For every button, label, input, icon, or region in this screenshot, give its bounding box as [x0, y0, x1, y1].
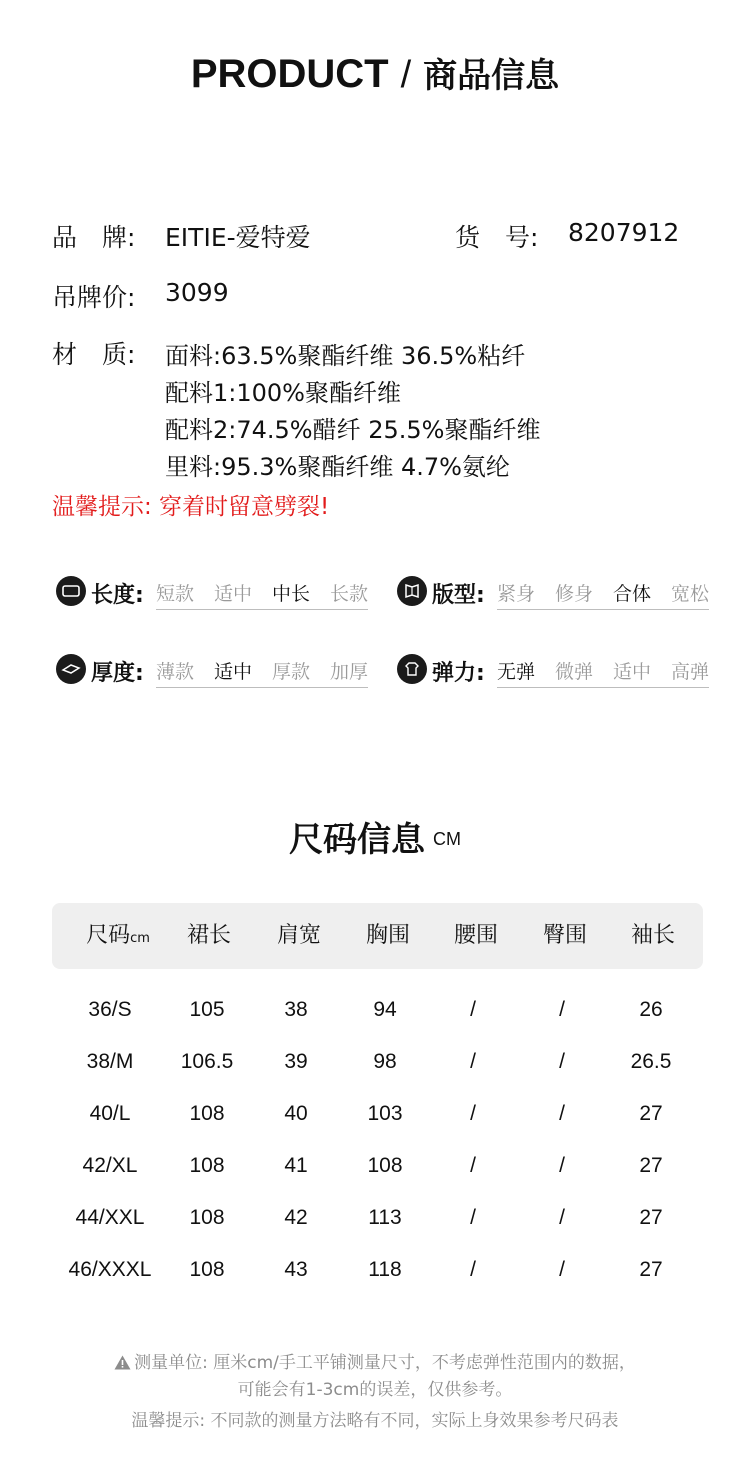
length-icon [56, 576, 86, 606]
warning-text: 温馨提示: 穿着时留意劈裂! [52, 494, 330, 520]
fit-option: 宽松 [671, 583, 710, 605]
table-row-size: 38/M [86, 1050, 134, 1073]
title-slash: / [400, 54, 412, 96]
elasticity-options [497, 657, 709, 688]
length-label: 长度: [91, 583, 144, 608]
warning-triangle-icon [114, 1355, 131, 1375]
table-cell: 26 [639, 998, 663, 1021]
elasticity-label: 弹力: [432, 661, 485, 686]
table-cell: 118 [368, 1258, 402, 1281]
table-header-cell: 腰围 [453, 923, 498, 948]
table-header-cell: 肩宽 [276, 923, 321, 948]
elasticity-option: 高弹 [671, 661, 710, 683]
fit-option: 紧身 [497, 583, 536, 605]
table-header-cell: 裙长 [186, 923, 231, 948]
table-cell: 26.5 [630, 1050, 672, 1073]
price-label: 吊牌价: [52, 283, 136, 312]
table-cell: 42 [284, 1206, 308, 1229]
table-cell: 27 [639, 1258, 663, 1281]
material-line: 配料2:74.5%醋纤 25.5%聚酯纤维 [165, 416, 541, 444]
brand-label: 品 牌: [52, 223, 136, 252]
elasticity-option: 适中 [613, 661, 652, 683]
size-title-text: 尺码信息 [289, 820, 425, 860]
table-cell: 98 [373, 1050, 397, 1073]
table-cell: / [470, 1258, 476, 1281]
table-row-size: 42/XL [82, 1154, 138, 1177]
table-header-cell: 袖长 [630, 923, 675, 948]
table-cell: / [470, 1206, 476, 1229]
thickness-options [156, 657, 368, 688]
table-row-size: 44/XXL [75, 1206, 145, 1229]
page-title [0, 48, 750, 97]
table-row-size: 46/XXXL [68, 1258, 152, 1281]
table-cell: 39 [284, 1050, 308, 1073]
note-text-1: 测量单位: 厘米cm/手工平铺测量尺寸，不考虑弹性范围内的数据， [134, 1353, 636, 1373]
table-cell: 113 [368, 1206, 402, 1229]
table-cell: / [470, 1050, 476, 1073]
elasticity-option: 微弹 [555, 661, 594, 683]
table-cell: 40 [284, 1102, 308, 1125]
table-cell: 108 [189, 1258, 225, 1281]
material-label: 材 质: [52, 340, 136, 369]
thickness-option: 厚款 [272, 661, 311, 683]
length-option-selected: 中长 [272, 583, 311, 605]
fit-label: 版型: [432, 583, 485, 608]
note-line-1 [0, 1348, 750, 1375]
table-header-cell: 尺码cm [86, 923, 150, 948]
table-cell: / [559, 1154, 565, 1177]
elasticity-option-selected: 无弹 [497, 661, 536, 683]
table-cell: 105 [189, 998, 225, 1021]
table-cell: 106.5 [180, 1050, 234, 1073]
title-zh: 商品信息 [423, 56, 560, 96]
sku-value: 8207912 [568, 218, 680, 247]
fit-options [497, 579, 709, 610]
table-cell: 27 [639, 1154, 663, 1177]
table-cell: / [559, 998, 565, 1021]
table-row-size: 40/L [89, 1102, 131, 1125]
thickness-option: 薄款 [156, 661, 195, 683]
fit-option-selected: 合体 [613, 583, 652, 605]
table-cell: / [559, 1050, 565, 1073]
table-row-size: 36/S [88, 998, 132, 1021]
table-cell: / [470, 1102, 476, 1125]
material-line: 里料:95.3%聚酯纤维 4.7%氨纶 [165, 453, 510, 481]
table-cell: 108 [189, 1154, 225, 1177]
material-line: 配料1:100%聚酯纤维 [165, 379, 401, 407]
table-cell: 108 [189, 1102, 225, 1125]
material-line: 面料:63.5%聚酯纤维 36.5%粘纤 [165, 342, 526, 370]
table-cell: 27 [639, 1102, 663, 1125]
table-cell: 103 [367, 1102, 403, 1125]
sku-label: 货 号: [455, 223, 539, 252]
size-title-unit: CM [433, 829, 461, 849]
thickness-label: 厚度: [91, 661, 144, 686]
table-cell: / [559, 1102, 565, 1125]
fit-icon [397, 576, 427, 606]
length-option: 长款 [330, 583, 369, 605]
elasticity-icon [397, 654, 427, 684]
table-cell: 41 [284, 1154, 308, 1177]
table-cell: 38 [284, 998, 308, 1021]
table-cell: / [559, 1258, 565, 1281]
thickness-option: 加厚 [330, 661, 369, 683]
thickness-option-selected: 适中 [214, 661, 253, 683]
table-cell: 108 [367, 1154, 403, 1177]
table-cell: / [470, 998, 476, 1021]
table-header-cell: 臀围 [542, 923, 587, 948]
price-value: 3099 [165, 278, 229, 307]
length-options [156, 579, 368, 610]
fit-option: 修身 [555, 583, 594, 605]
note-line-2: 可能会有1-3cm的误差，仅供参考。 [237, 1380, 513, 1400]
table-cell: 27 [639, 1206, 663, 1229]
table-cell: / [470, 1154, 476, 1177]
thickness-icon [56, 654, 86, 684]
size-info-title [0, 812, 750, 861]
table-cell: / [559, 1206, 565, 1229]
brand-value: EITIE-爱特爱 [165, 223, 311, 252]
note-line-3: 温馨提示: 不同款的测量方法略有不同，实际上身效果参考尺码表 [131, 1411, 619, 1431]
length-option: 短款 [156, 583, 195, 605]
table-cell: 108 [189, 1206, 225, 1229]
title-en: PRODUCT [190, 52, 389, 96]
table-cell: 94 [373, 998, 397, 1021]
length-option: 适中 [214, 583, 253, 605]
table-cell: 43 [284, 1258, 308, 1281]
table-header-cell: 胸围 [365, 923, 410, 948]
